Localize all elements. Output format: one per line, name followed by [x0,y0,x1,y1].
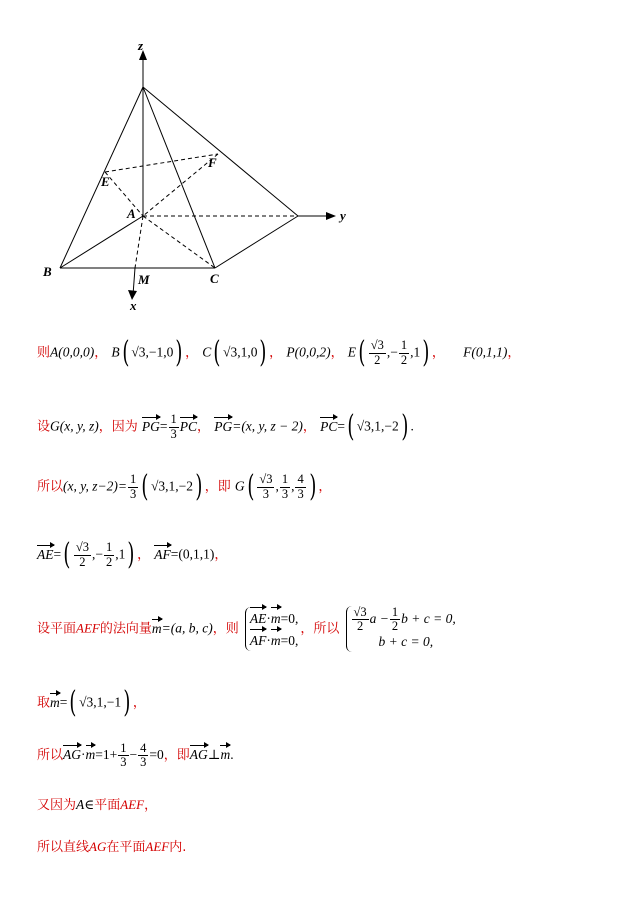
frac-den: 2 [356,619,364,634]
label-E: E [101,174,110,189]
vector-m-value: √3,1,−1 [79,694,122,710]
frac [280,473,290,500]
vector-AF: AF [154,546,171,562]
vector-m: m [271,629,281,650]
eq: = [337,418,345,434]
frac-den: 3 [129,486,137,501]
label-x: x [130,298,137,313]
frac-num: √3 [370,338,384,353]
edge-PD [143,87,298,216]
paren-close: ) [259,335,267,370]
edge-AM-dashed [135,216,143,268]
paren-close: ) [123,685,131,720]
paren-open: ( [246,469,254,504]
frac [352,606,369,633]
system-2 [346,606,456,652]
value: =1+ [95,747,118,763]
frac [390,606,400,633]
frac-num: 4 [297,472,304,487]
frac [104,541,114,568]
equation: b + c = 0, [378,634,434,650]
frac-den: 3 [262,486,270,501]
sep: ， [132,695,146,711]
eq: = [53,546,62,562]
text-take: 取 [37,695,51,711]
coord-C-label: C [202,344,212,360]
vector-PC-value: √3,1,−2 [356,418,399,434]
vector-m-value: =(a, b, c) [161,620,213,636]
edge-FA-dashed [143,154,218,216]
vector-PG-value: =(x, y, z − 2) [232,418,303,434]
text-so-line: 所以直线 [37,840,90,855]
vector-AE-tail: ,1 [115,546,126,562]
text-plane: 平面 [94,798,121,813]
frac [128,473,138,500]
frac [169,413,179,440]
sep: ， [214,547,228,563]
frac-num: 1 [129,472,137,487]
frac-den: 3 [140,755,147,770]
y-arrow-icon [326,212,336,220]
element-of: ∈ [84,797,95,812]
equation-rhs-vector: √3,1,−2 [150,478,193,494]
frac-num: 1 [120,741,127,755]
vector-PC: PC [179,418,198,434]
dot-product-line [37,742,234,769]
paren-open: ( [358,335,366,370]
paren-close: ) [401,409,409,444]
edge-EF-dashed [105,154,218,172]
coord-B-value: √3,−1,0 [131,344,174,360]
plane-AEF: AEF [145,839,170,854]
frac-num: √3 [353,605,367,619]
coords-line: 则A(0,0,0)， B( √3,−1,0) ， C( √3,1,0) ， P(0,0,2)， E( $\frac{√3}{2}$ ,− $\frac{1}{2}$ ,1) ， F(0,1,1)， [37,335,521,370]
sep: ， [302,419,316,435]
dot: · [81,747,86,763]
vector-AF: AF [250,629,267,650]
text-inside: 内. [169,840,187,855]
point-G: G [234,478,245,494]
minus: − [129,747,138,763]
coord-E-label: E [347,344,356,360]
vector-AG: AG [63,747,82,763]
frac [399,339,409,366]
frac-den: 3 [297,486,304,501]
pyramid-figure [0,0,642,320]
frac-num: 4 [140,741,147,755]
sep: ， [330,345,344,361]
frac-den: 2 [391,619,399,634]
term: a − [369,611,389,627]
text-so: ，所以 [300,621,340,637]
point-G-line [37,409,414,444]
vector-AE: AE [250,607,267,628]
coord-E-tail: ,1 [410,344,421,360]
paren-open: ( [213,335,221,370]
sep: ， [197,419,211,435]
vector-AG: AG [189,747,208,763]
frac-num: 1 [105,540,113,555]
label-M: M [138,272,150,287]
vector-PG: PG [141,418,160,434]
equation-rhs: =0, [280,611,299,627]
choose-m-line [37,685,146,720]
frac-num: √3 [75,540,89,555]
term: b + c = 0, [401,611,456,627]
frac-den: 2 [400,352,408,367]
text-namely: ，即 [204,479,231,495]
paren-close: ) [127,537,135,572]
paren-open: ( [69,685,77,720]
vector-m: m [50,694,60,710]
paren-open: ( [63,537,71,572]
perp-symbol: ⊥ [207,747,221,763]
frac [74,541,91,568]
vectors-AE-AF-line: AE=( $\frac{√3}{2}$ ,− $\frac{1}{2}$ ,1) ， AF=(0,1,1)， [37,537,228,572]
plane-AEF: AEF [76,620,100,636]
paren-close: ) [309,469,317,504]
frac-num: 1 [400,338,408,353]
text-also-because: 又因为 [37,798,77,813]
vector-PC: PC [320,418,338,434]
frac [369,339,386,366]
frac [138,742,148,769]
text-let: 设 [37,419,51,435]
vector-AE: AE [37,546,54,562]
frac [257,473,274,500]
coord-B-label: B [111,344,120,360]
coord-A: A(0,0,0) [50,344,95,360]
text-normal-vector: 的法向量 [99,621,152,637]
edge-EA-dashed [105,172,143,216]
pyramid-diagram [0,0,642,320]
text-let-plane: 设平面 [37,621,77,637]
text-so: 所以 [37,748,64,764]
frac-den: 2 [374,352,381,367]
label-F: F [208,155,217,170]
solve-G-line: 所以(x, y, z−2)= $\frac{1}{3}$ ( √3,1,−2) ，即 G( $\frac{√3}{3}$ , $\frac{1}{3}$ , $\frac{4}{3}$ ) ， [37,469,332,504]
text-namely: ，即 [163,748,190,764]
conclusion-line [37,840,186,854]
coord-F: F(0,1,1) [463,344,508,360]
sep: ， [144,798,158,813]
frac-den: 2 [79,554,86,569]
vector-m: m [151,620,162,636]
value: =0 [149,747,164,763]
edge-CD [215,216,298,268]
label-A: A [127,206,136,221]
paren-close: ) [195,469,203,504]
frac [118,742,128,769]
sep: ， [94,345,108,361]
frac-den: 2 [105,554,113,569]
coord-C-value: √3,1,0 [223,344,258,360]
paren-close: ) [175,335,183,370]
label-y: y [340,208,346,223]
period: . [230,747,234,763]
point-A: A [76,797,85,812]
frac-den: 3 [170,426,177,441]
equation-rhs: =0, [280,633,299,649]
vector-AF-value: =(0,1,1) [170,546,215,562]
sep: ， [185,345,199,361]
sep: ， [431,345,445,361]
frac-num: 1 [170,412,177,427]
paren-open: ( [141,469,149,504]
label-C: C [210,271,219,286]
sep: ， [318,479,332,495]
sep: ， [137,547,151,563]
text-in-plane: 在平面 [106,840,146,855]
paren-close: ) [422,335,430,370]
frac [295,473,305,500]
vector-m: m [271,607,281,628]
point-G: G(x, y, z) [50,418,99,434]
text-so: 所以 [37,479,64,495]
frac-den: 3 [120,755,127,770]
label-B: B [43,264,52,279]
line-AG: AG [89,839,107,854]
system-1: AE·m=0, AF·m=0, [245,607,299,651]
equation-lhs: (x, y, z−2)= [63,478,127,494]
text-then: ，则 [212,621,239,637]
plane-AEF: AEF [120,797,145,812]
paren-open: ( [122,335,130,370]
point-in-plane-line [37,798,157,812]
vector-m: m [220,747,231,763]
eq: = [159,418,168,434]
eq: = [59,694,68,710]
edge-PC [143,87,215,268]
sep: ， [269,345,283,361]
frac-num: 1 [281,472,289,487]
coord-P: P(0,0,2) [286,344,331,360]
normal-vector-line [37,606,458,652]
vector-m: m [85,747,96,763]
frac-den: 3 [281,486,289,501]
label-z: z [138,38,144,53]
period: . [410,418,414,434]
sep: ， [507,345,521,361]
text-then: 则 [37,345,51,361]
text-because: ，因为 [98,419,138,435]
frac-num: 1 [391,605,399,619]
paren-open: ( [347,409,355,444]
frac-num: √3 [259,472,273,487]
vector-PG: PG [214,418,233,434]
